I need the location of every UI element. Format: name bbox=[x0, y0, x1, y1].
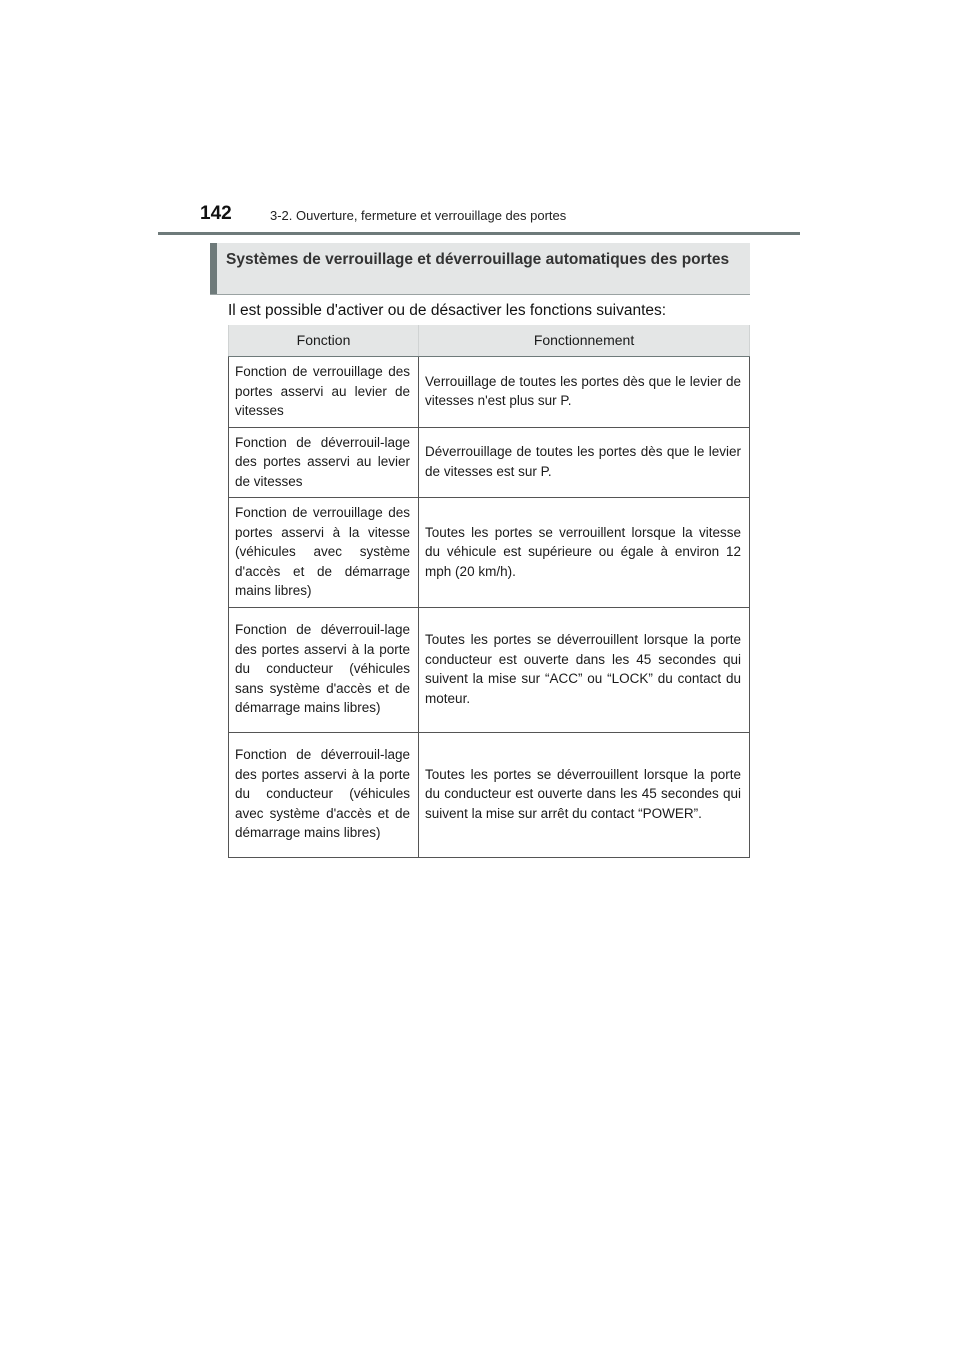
operation-cell: Toutes les portes se verrouillent lorsque la vitesse du véhicule est supérieure ou égale à environ 12 mph (20 km/h). bbox=[419, 498, 750, 608]
table-row bbox=[229, 607, 750, 732]
header-divider bbox=[158, 232, 800, 235]
section-path: 3-2. Ouverture, fermeture et verrouillage des portes bbox=[270, 208, 567, 223]
intro-text: Il est possible d'activer ou de désactiver les fonctions suivantes: bbox=[228, 302, 667, 319]
table-row bbox=[229, 357, 750, 428]
section-title: Systèmes de verrouillage et déverrouillage automatiques des portes bbox=[226, 251, 730, 268]
table-row bbox=[229, 732, 750, 857]
function-cell: Fonction de verrouillage des portes asservi au levier de vitesses bbox=[229, 357, 419, 428]
operation-cell: Toutes les portes se déverrouillent lorsque la porte du conducteur est ouverte dans les 45 secondes qui suivent la mise sur arrêt du contact “POWER”. bbox=[419, 732, 750, 857]
table-header-row bbox=[229, 325, 750, 357]
column-header-function: Fonction bbox=[229, 325, 419, 357]
function-cell: Fonction de verrouillage des portes asservi à la vitesse (véhicules avec système d'accès et de démarrage mains libres) bbox=[229, 498, 419, 608]
function-cell: Fonction de déverrouil-lage des portes asservi à la porte du conducteur (véhicules avec système d'accès et de démarrage mains libres) bbox=[229, 732, 419, 857]
section-accent-bar bbox=[210, 243, 217, 294]
operation-cell: Toutes les portes se déverrouillent lorsque la porte conducteur est ouverte dans les 45 secondes qui suivent la mise sur “ACC” ou “LOCK” du contact du moteur. bbox=[419, 607, 750, 732]
table-row bbox=[229, 427, 750, 498]
table-row bbox=[229, 498, 750, 608]
operation-cell: Verrouillage de toutes les portes dès que le levier de vitesses n'est plus sur P. bbox=[419, 357, 750, 428]
functions-table bbox=[228, 325, 750, 858]
section-heading-box bbox=[210, 243, 750, 295]
column-header-operation: Fonctionnement bbox=[419, 325, 750, 357]
page-number: 142 bbox=[200, 203, 232, 224]
operation-cell: Déverrouillage de toutes les portes dès que le levier de vitesses est sur P. bbox=[419, 427, 750, 498]
function-cell: Fonction de déverrouil-lage des portes asservi à la porte du conducteur (véhicules sans système d'accès et de démarrage mains libres) bbox=[229, 607, 419, 732]
function-cell: Fonction de déverrouil-lage des portes asservi au levier de vitesses bbox=[229, 427, 419, 498]
